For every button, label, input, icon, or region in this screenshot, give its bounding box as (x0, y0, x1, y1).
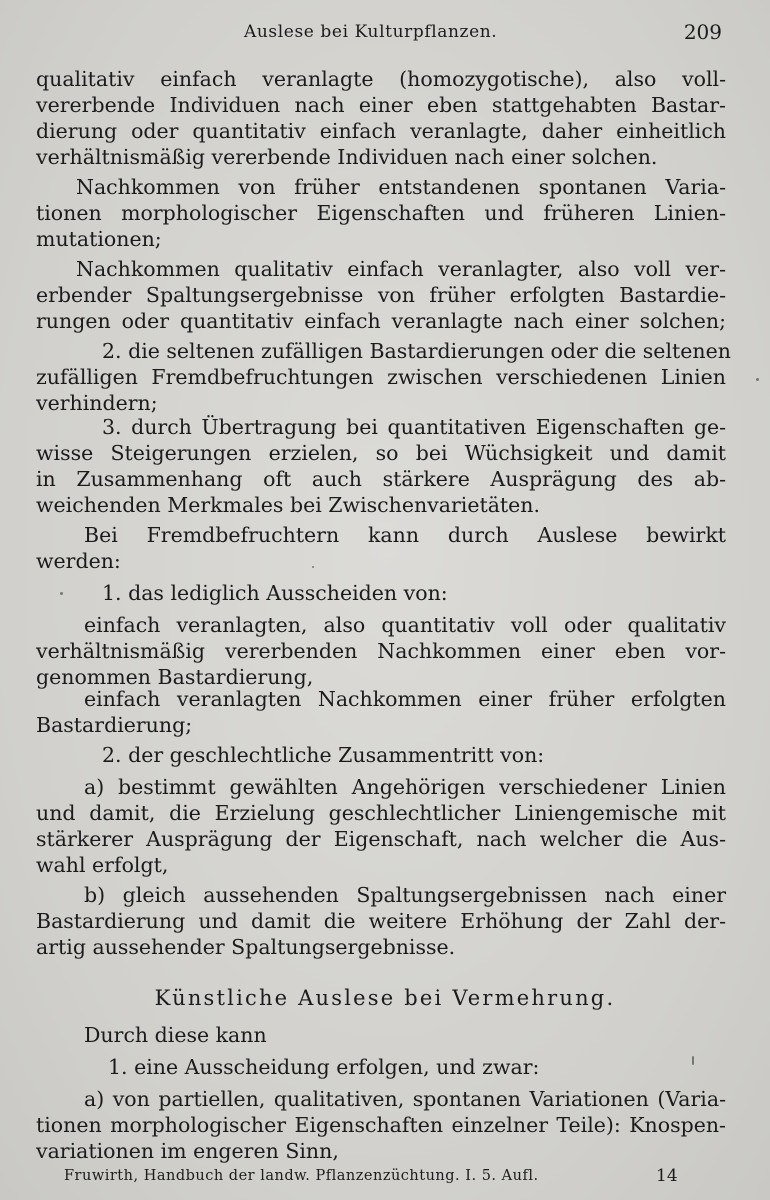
text-line: zufälligen Fremdbefruchtungen zwischen verschiedenen Linien (36, 365, 726, 389)
text-line: Nachkommen qualitativ einfach veranlagter, also voll ver- (76, 257, 726, 281)
text-line: 1. das lediglich Ausscheiden von: (102, 581, 448, 605)
text-line: rungen oder quantitativ einfach veranlagte nach einer solchen; (36, 309, 726, 333)
footer-citation: Fruwirth, Handbuch der landw. Pflanzenzüchtung. I. 5. Aufl. (64, 1168, 539, 1184)
text-line: b) gleich aussehenden Spaltungsergebnissen nach einer (84, 883, 726, 907)
paper-speck (312, 566, 314, 568)
text-line: stärkerer Ausprägung der Eigenschaft, nach welcher die Aus- (36, 827, 726, 851)
text-line: Nachkommen von früher entstandenen spontanen Varia- (76, 175, 726, 199)
paper-speck (60, 592, 63, 595)
text-line: verhältnismäßig vererbende Individuen nach einer solchen. (36, 145, 658, 169)
footer (0, 1168, 770, 1190)
text-line: erbender Spaltungsergebnisse von früher erfolgten Bastardie- (36, 283, 726, 307)
text-line: Bastardierung und damit die weitere Erhöhung der Zahl der- (36, 909, 726, 933)
text-line: wisse Steigerungen erzielen, so bei Wüchsigkeit und damit (36, 441, 726, 465)
section-heading: Künstliche Auslese bei Vermehrung. (154, 986, 616, 1010)
running-title: Auslese bei Kulturpflanzen. (244, 22, 498, 42)
text-line: a) von partiellen, qualitativen, spontanen Variationen (Varia- (84, 1087, 726, 1111)
page-number: 209 (683, 20, 722, 44)
text-line: einfach veranlagten, also quantitativ voll oder qualitativ (84, 613, 726, 637)
text-line: mutationen; (36, 227, 162, 251)
text-line: vererbende Individuen nach einer eben stattgehabten Bastar- (36, 93, 726, 117)
text-line: artig aussehender Spaltungsergebnisse. (36, 935, 456, 959)
text-line: werden: (36, 549, 121, 573)
text-line: in Zusammenhang oft auch stärkere Ausprägung des ab- (36, 467, 726, 491)
text-line: Bastardierung; (36, 713, 193, 737)
text-line: a) bestimmt gewählten Angehörigen verschiedener Linien (84, 775, 726, 799)
text-line: wahl erfolgt, (36, 853, 169, 877)
text-line: und damit, die Erzielung geschlechtlicher Liniengemische mit (36, 801, 726, 825)
text-line: einfach veranlagten Nachkommen einer früher erfolgten (84, 687, 726, 711)
text-line: 2. der geschlechtliche Zusammentritt von: (102, 743, 545, 767)
text-line: genommen Bastardierung, (36, 665, 314, 689)
text-line: qualitativ einfach veranlagte (homozygotische), also voll- (36, 67, 726, 91)
text-line: Bei Fremdbefruchtern kann durch Auslese bewirkt (84, 523, 726, 547)
signature-mark: 14 (656, 1166, 678, 1186)
running-head (0, 20, 770, 48)
text-line: Durch diese kann (84, 1023, 267, 1047)
text-line: verhindern; (36, 391, 158, 415)
text-line: dierung oder quantitativ einfach veranlagte, daher einheitlich (36, 119, 726, 143)
text-line: 3. durch Übertragung bei quantitativen Eigenschaften ge- (102, 415, 726, 439)
text-line: verhältnismäßig vererbenden Nachkommen einer eben vor- (36, 639, 726, 663)
paper-speck (692, 1056, 694, 1065)
text-line: 1. eine Ausscheidung erfolgen, und zwar: (108, 1055, 540, 1079)
text-line: variationen im engeren Sinn, (36, 1139, 339, 1163)
text-line: tionen morphologischer Eigenschaften einzelner Teile): Knospen- (36, 1113, 726, 1137)
text-line: weichenden Merkmales bei Zwischenvarietäten. (36, 493, 541, 517)
text-line: tionen morphologischer Eigenschaften und früheren Linien- (36, 201, 726, 225)
text-line: 2. die seltenen zufälligen Bastardierungen oder die seltenen (102, 339, 731, 363)
paper-speck (756, 378, 759, 381)
